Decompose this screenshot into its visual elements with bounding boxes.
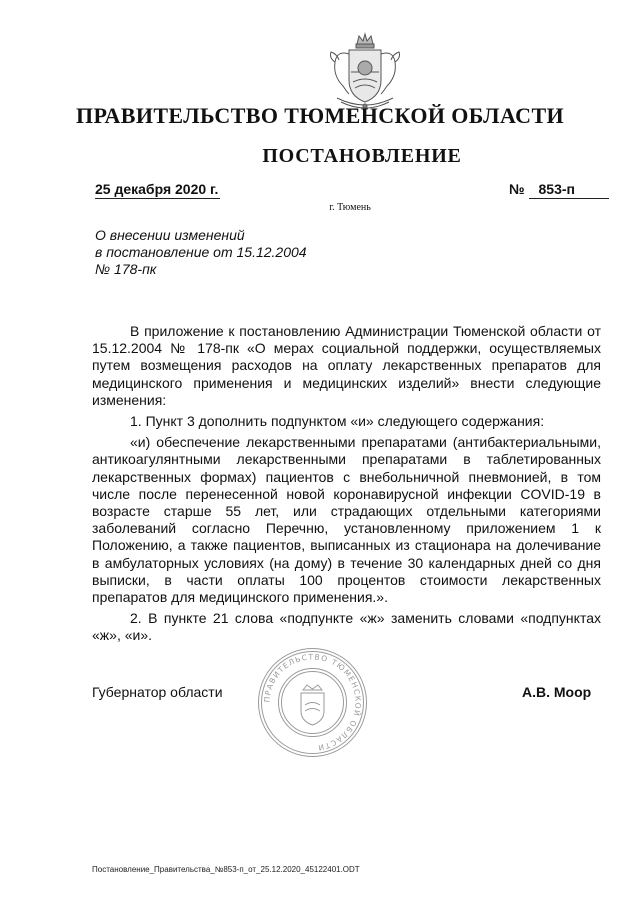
paragraph-subitem-i: «и) обеспечение лекарственными препаратами (антибактериальными, антикоагулянтными лекарственными препаратами в таблетированных лекарственных формах) пациентов с внебольничной пневмонией, в том числе после перенесенной новой коронавирусной инфекции COVID-19 в возрасте старше 55 лет, или страдающих отдельными категориями заболеваний согласно Перечню, установленному приложением 1 к Положению, а также пациентов, выписанных из стационара на долечивание в амбулаторных условиях (на дому) в течение 30 календарных дней со дня выписки, в части оплаты 100 процентов стоимости лекарственных препаратов для медицинского применения.».	[92, 434, 601, 606]
government-title: ПРАВИТЕЛЬСТВО ТЮМЕНСКОЙ ОБЛАСТИ	[75, 103, 565, 128]
document-body	[92, 323, 601, 645]
footer-filename: Постановление_Правительства_№853-п_от_25.12.2020_45122401.ODT	[92, 865, 360, 874]
signatory-role: Губернатор области	[92, 684, 223, 700]
subject-line-1: О внесении изменений	[95, 227, 245, 243]
document-subject	[95, 227, 355, 278]
tyumen-coat-of-arms-icon	[315, 32, 415, 114]
document-date: 25 декабря 2020 г.	[95, 181, 219, 197]
paragraph-item-1: 1. Пункт 3 дополнить подпунктом «и» следующего содержания:	[130, 413, 545, 430]
city-label: г. Тюмень	[329, 202, 371, 213]
number-label: №	[509, 181, 525, 197]
official-seal-icon	[255, 645, 370, 760]
document-type-title: ПОСТАНОВЛЕНИЕ	[262, 145, 462, 167]
subject-line-3: № 178-пк	[95, 261, 157, 277]
signatory-name: А.В. Моор	[522, 684, 592, 700]
seal-text: ПРАВИТЕЛЬСТВО ТЮМЕНСКОЙ ОБЛАСТИ	[262, 652, 363, 753]
number-value: 853-п	[529, 181, 609, 199]
paragraph-item-2: 2. В пункте 21 слова «подпункте «ж» заменить словами «подпунктах «ж», «и».	[92, 610, 601, 644]
official-seal	[255, 645, 370, 760]
document-number	[509, 181, 609, 199]
subject-line-2: в постановление от 15.12.2004	[95, 244, 307, 260]
paragraph-intro: В приложение к постановлению Администрации Тюменской области от 15.12.2004 № 178-пк «О мерах социальной поддержки, осуществляемых путем возмещения расходов на оплату лекарственных препаратов для медицинского применения и медицинских изделий» внести следующие изменения:	[92, 323, 601, 408]
coat-of-arms-emblem	[315, 32, 415, 114]
